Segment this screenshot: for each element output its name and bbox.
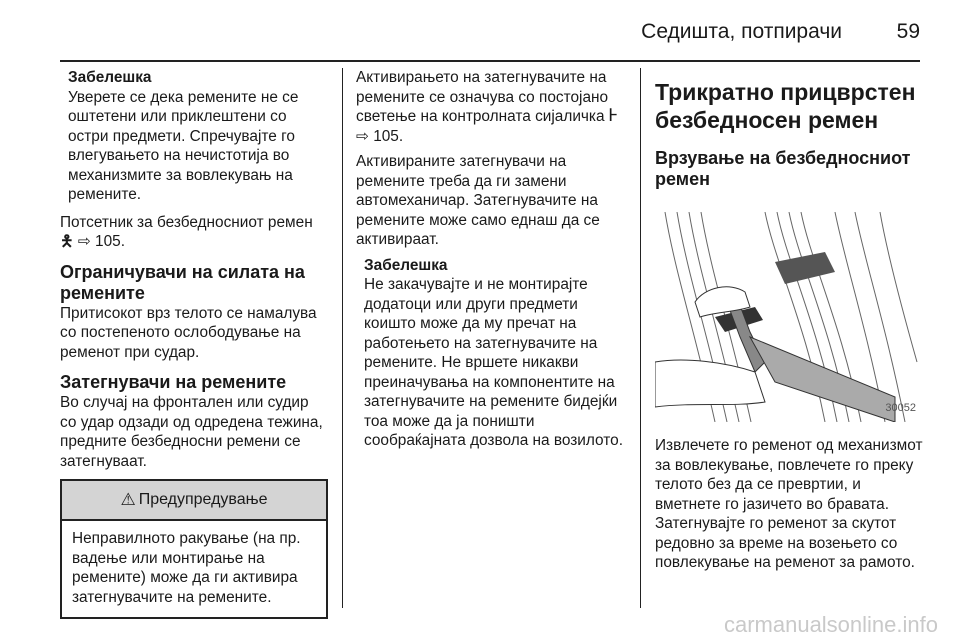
pretensioner-heading: Затегнувачи на ремените <box>60 372 287 392</box>
main-heading: Трикратно прицврстен безбедносен ремен <box>655 79 916 133</box>
page-header <box>0 0 960 64</box>
pretensioner-text: Во случај на фронтален или судир со удар одзади од одредена тежина, предните безбедносни ремени се затегнуваат. <box>60 394 323 470</box>
reminder-ref: 105. <box>95 233 125 250</box>
airbag-warning-icon: 𐘀 <box>608 108 618 125</box>
note-block <box>60 68 328 205</box>
seatbelt-drawing <box>655 212 920 422</box>
warning-body <box>62 521 326 617</box>
reminder-paragraph <box>60 213 328 252</box>
page-reference-icon: ⇨ <box>77 233 91 250</box>
activation-ref: 105. <box>373 127 404 145</box>
note-title: Забелешка <box>364 256 448 274</box>
activation-paragraph <box>356 68 626 146</box>
warning-triangle-icon: ⚠ <box>120 490 136 509</box>
body-text: Извлечете го ременот од механизмот за вовлекување, повлечете го преку телото без да се превртии, и вметнете го јазичето во бравата. Затегнувајте го ременот за скутот редовно за време на возењето со повлекување на ременот за рамото. <box>655 437 923 571</box>
limiter-text: Притисокот врз телото се намалува со постепеното ослободување на ременот при судар. <box>60 304 317 361</box>
reminder-text: Потсетник за безбедносниот ремен <box>60 213 313 231</box>
activated-text: Активираните затегнувачи на ремените треба да ги замени автомеханичар. Затегнувачите на ремените може само еднаш да се активираат. <box>356 153 600 248</box>
note-block <box>356 256 626 451</box>
header-divider <box>60 60 920 62</box>
note-text: Не закачувајте и не монтирајте додатоци или други предмети коишто може да му пречат на работењето на затегнувачите на ремените. Не вршете никакви преиначувања на компонентите на затегнувачите на ремените бидејќи тоа може да ја поништи сообраќајната дозвола на возилото. <box>364 276 623 449</box>
page-reference-icon: ⇨ <box>356 127 369 145</box>
limiter-heading: Ограничувачи на силата на ремените <box>60 261 305 303</box>
page-number: 59 <box>896 20 920 43</box>
warning-text: Неправилното ракување (на пр. вадење или монтирање на ремените) може да ги активира затегнувачите на ремените. <box>72 530 301 606</box>
sub-heading: Врзување на безбедносниот ремен <box>655 148 911 189</box>
column-divider <box>342 68 343 608</box>
column-divider <box>640 68 641 608</box>
column-left <box>60 68 328 619</box>
figure-number: 30052 <box>885 402 916 414</box>
note-title: Забелешка <box>68 69 152 86</box>
warning-header <box>62 481 326 521</box>
seatbelt-illustration <box>655 212 920 422</box>
arrow-icon <box>775 252 835 284</box>
warning-title: Предупредување <box>138 491 268 508</box>
section-title: Седишта, потпирачи <box>641 20 842 43</box>
warning-box <box>60 479 328 619</box>
watermark: carmanualsonline.info <box>723 612 938 637</box>
activation-text: Активирањето на затегнувачите на ремените се означува со постојано светење на контролната сијаличка <box>356 69 609 125</box>
column-middle <box>356 68 626 459</box>
note-text: Уверете се дека ремените не се оштетени или приклештени со остри предмети. Спречувајте го влегувањето на нечистотија во механизмите за вовлекувањ на ремените. <box>68 88 299 203</box>
seatbelt-person-icon: 🯅 <box>60 233 74 250</box>
column-right <box>655 68 925 573</box>
